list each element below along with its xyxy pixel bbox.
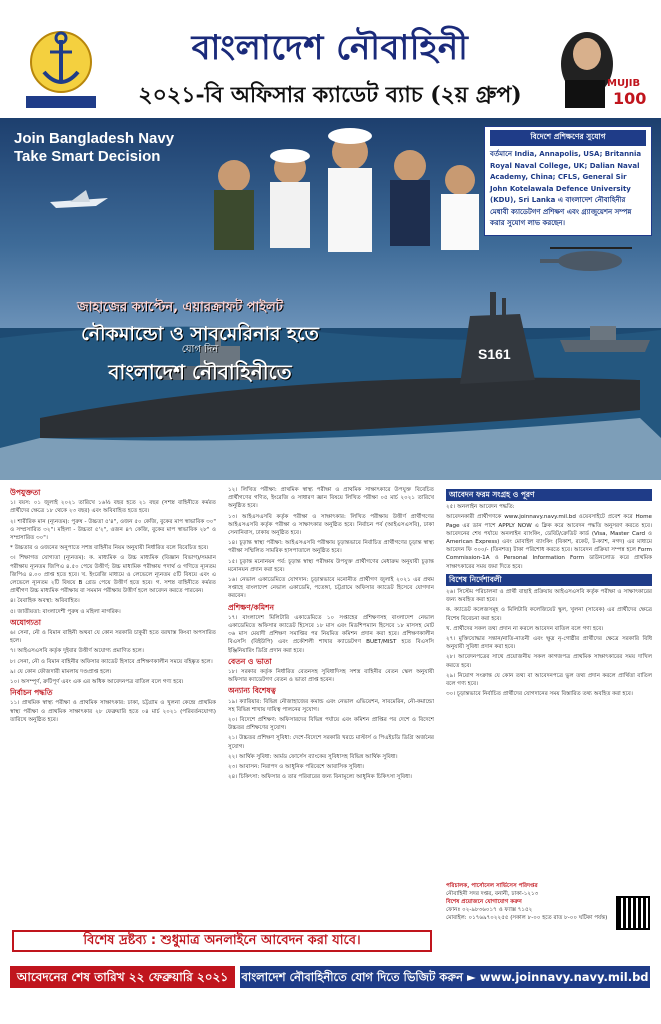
list-item: ৬। সেনা, নৌ ও বিমান বাহিনী অথবা যে কোন সরকারি চাকুরী হতে বরখাস্ত কিংবা অপসারিত হলে।: [10, 630, 216, 645]
contact-address: নৌবাহিনী সদর দপ্তর, বনানী, ঢাকা-১২১৩: [446, 891, 539, 897]
list-item: ১৬। নেভাল একাডেমিতে যোগদান: চূড়ান্তভাবে মনোনীত প্রার্থীগণ জুলাই ২০২১ এর প্রথম সপ্তাহে বাংলাদেশ নেভাল একাডেমি, পতেঙ্গা, চট্টগ্রামে অফিসার ক্যাডেট হিসেবে যোগদান করবেন।: [228, 577, 434, 600]
section-heading: আবেদন ফরম সংগ্রহ ও পূরণ: [446, 489, 652, 501]
tagline-mid: নৌকমান্ডো ও সাবমেরিনার হতে: [81, 323, 319, 345]
section-heading: উপযুক্ততা: [10, 488, 41, 497]
foreign-training-heading: বিদেশে প্রশিক্ষণের সুযোগ: [490, 130, 646, 146]
navy-emblem-icon: [22, 22, 100, 112]
list-item: ২৮। আবেদনপত্রের সাথে প্রয়োজনীয় সকল কাগজপত্র প্রাথমিক সাক্ষাৎকারের সময় দাখিল করতে হবে।: [446, 654, 652, 669]
section-heading: প্রশিক্ষণ/কমিশন: [228, 602, 275, 612]
contact-phone: ফোনঃ ০২-৯৮৩৬০১৭ ও ফ্যাক্স ৭১৫২: [446, 907, 533, 913]
foreign-training-box: [484, 126, 652, 236]
list-item: খ. প্রার্থীদের সকল তথ্য প্রদান না করলে আবেদন বাতিল বলে গণ্য হবে।: [446, 625, 604, 632]
column-left: [10, 486, 216, 936]
website-link[interactable]: বাংলাদেশ নৌবাহিনীতে যোগ দিতে ভিজিট করুন ► www.joinnavy.navy.mil.bd: [240, 966, 650, 988]
list-item: ২৫। অনলাইন আবেদন পদ্ধতি:: [446, 504, 515, 511]
list-item: ২৭। মুক্তিযোদ্ধার সন্তান/নাতি-নাতনী এবং ক্ষুদ্র নৃ-গোষ্ঠীর প্রার্থীদের ক্ষেত্রে সরকারি বিধি অনুযায়ী সুবিধা প্রদান করা হবে।: [446, 636, 652, 651]
list-item: * উচ্চতার ও ওজনের অনুপাতে সশস্ত্র বাহিনীর নিয়ম অনুযায়ী নির্ধারিত বলে বিবেচিত হবে।: [10, 545, 209, 552]
officers-group-icon: [214, 128, 479, 252]
details-section: [0, 480, 661, 942]
list-item: ৭। আইএসএসবি কর্তৃক দুইবার উত্তীর্ণ অযোগ্য প্রমাণিত হলে।: [10, 648, 144, 655]
list-item: ৪। বৈবাহিক অবস্থা: অবিবাহিত।: [10, 598, 80, 605]
section-heading: বেতন ও ভাতা: [228, 656, 272, 666]
list-item: ১৯। ক্যারিয়ার: বিভিন্ন নৌজাহাজের কমান্ড এবং নেভাল এভিয়েশন, সাবমেরিন, নৌ-কমান্ডো সহ বিভিন্ন শাখায় দায়িত্ব পালনের সুযোগ।: [228, 698, 434, 713]
page-subtitle: ২০২১-বি অফিসার ক্যাডেট ব্যাচ (২য় গ্রুপ): [138, 82, 522, 108]
helicopter-icon: [540, 248, 632, 271]
list-item: ২৪। চিকিৎসা: অফিসার ও তার পরিবারের জন্য বিনামূল্যে আধুনিক চিকিৎসা সুবিধা।: [228, 774, 412, 781]
contact-block: [446, 882, 611, 922]
list-item: ১০। অসম্পূর্ণ, ক্রটিপূর্ণ এবং এক এর অধিক আবেদনপত্র বাতিল বলে গণ্য হবে।: [10, 679, 184, 686]
submarine-number: S161: [478, 346, 511, 362]
section-heading: অন্যান্য বিশেষত্ব: [228, 686, 276, 696]
hero-banner: [0, 118, 661, 480]
list-item: ১। বয়স: ০১ জুলাই ২০২১ তারিখে ১৬½ বছর হতে ২১ বছর (সশস্ত্র বাহিনীতে কর্মরত প্রার্থীদের ক্ষেত্রে ১৮ থেকে ২৩ বছর) এবং অবিবাহিত হতে হবে।: [10, 500, 216, 515]
list-item: আবেদনকারী প্রার্থীগণকে www.joinnavy.navy.mil.bd ওয়েবসাইটে প্রবেশ করে Home Page এর ডান পাশে APPLY NOW এ ক্লিক করে আবেদন পদ্ধতি অনুসরণ করতে হবে। আবেদনের শেষ পর্যায়ে অনলাইন ব্যাংকিং, ডেবিট/ক্রেডিট কার্ড (Visa, Master Card ও American Express) এবং মোবাইল ব্যাংকিং (বিকাশ, রকেট, ট-ক্যাশ, নগদ) এর মাধ্যমে আবেদন ফি ৩০০/- (তিনশত) টাকা পরিশোধ করতে হবে। আবেদন প্রক্রিয়া সম্পন্ন হলে Form Commission-1A ও Personal Information Form ডাউনলোড করে প্রাথমিক সাক্ষাৎকারের সময় জমা দিতে হবে।: [446, 514, 652, 570]
slogan-line-1: Join Bangladesh Navy: [14, 130, 175, 147]
column-right: [446, 486, 652, 936]
list-item: ১৩। আইএসএসবি কর্তৃক পরীক্ষা ও সাক্ষাৎকার: লিখিত পরীক্ষায় উত্তীর্ণ প্রার্থীগণের আইএসএসবি কর্তৃক পরীক্ষা ও সাক্ষাৎকার অনুষ্ঠিত হবে। নির্বাচন পর্ব (আইএসএসবি), ঢাকা সেনানিবাস, ঢাকায় অনুষ্ঠিত হবে।: [228, 513, 434, 537]
list-item: ২০। বিদেশে প্রশিক্ষণ: অফিসারদের বিভিন্ন পর্যায়ে এবং কমিশন প্রাপ্তির পর দেশে ও বিদেশে উচ্চতর প্রশিক্ষণের সুযোগ।: [228, 717, 434, 732]
list-item: ১৫। চূড়ান্ত মনোনয়ন পর্ব: চূড়ান্ত স্বাস্থ্য পরীক্ষায় উপযুক্ত প্রার্থীগণের মেধাক্রম অনুযায়ী চূড়ান্ত মনোনয়ন প্রদান করা হবে।: [228, 558, 434, 573]
svg-text:100: 100: [613, 89, 647, 108]
tagline-big: বাংলাদেশ নৌবাহিনীতে: [108, 360, 292, 384]
list-item: ক. ক্যাডেট কলেজসমূহ ও মিলিটারি কলেজিয়েট স্কুল, খুলনা (সাবেক) এর প্রার্থীদের ক্ষেত্রে বিশেষ বিবেচনা করা হবে।: [446, 607, 652, 622]
list-item: ২১। উচ্চতর প্রশিক্ষণ সুবিধা: দেশে-বিদেশে সরকারি খরচে মাস্টার্স ও পিএইচডি ডিগ্রি অর্জনের সুযোগ।: [228, 735, 434, 750]
section-heading: অযোগ্যতা: [10, 617, 41, 627]
list-item: ১১। প্রাথমিক স্বাস্থ্য পরীক্ষা ও প্রাথমিক সাক্ষাৎকার: ঢাকা, চট্টগ্রাম ও খুলনা কেন্দ্রে প্রাথমিক স্বাস্থ্য পরীক্ষা ও প্রাথমিক সাক্ষাৎকার ২৮ ফেব্রুয়ারি হতে ০৪ মার্চ ২০২১ (পরিবর্তনযোগ্য) তারিখে অনুষ্ঠিত হবে।: [10, 700, 216, 723]
list-item: ১৮। সরকার কর্তৃক নির্ধারিত বেতনসহ সুবিধাদিসহ সশস্ত্র বাহিনীর বেতন স্কেল অনুযায়ী অফিসার ক্যাডেটগণ বেতন ও ভাতা প্রাপ্ত হবেন।: [228, 669, 434, 684]
list-item: ১২। লিখিত পরীক্ষা: প্রাথমিক স্বাস্থ্য পরীক্ষা ও প্রাথমিক সাক্ষাৎকারে উপযুক্ত বিবেচিত প্রার্থীগণের গণিত, ইংরেজি ও সাধারণ জ্ঞান বিষয়ে লিখিত পরীক্ষা ০৫ মার্চ ২০২১ তারিখে অনুষ্ঠিত হবে।: [228, 487, 434, 510]
list-item: ১৪। চূড়ান্ত স্বাস্থ্য পরীক্ষা: আইএসএসবি পরীক্ষায় চূড়ান্তভাবে নির্বাচিত প্রার্থীগণের চূড়ান্ত স্বাস্থ্য পরীক্ষা সম্মিলিত সামরিক হাসপাতালে অনুষ্ঠিত হবে।: [228, 540, 434, 555]
contact-note: বিশেষ প্রয়োজনে যোগাযোগ করুন: [446, 899, 522, 905]
foreign-training-text: বর্তমানে India, Annapolis, USA; Britannia Royal Naval College, UK; Dalian Naval Academy, China; CFLS, General Sir John Kotelawala Defence University (KDU), Sri Lanka এ বাংলাদেশ নৌবাহিনীর মেধাবী ক্যাডেটগণ প্রশিক্ষণ এবং গ্র্যাজুয়েশন সম্পন্ন করার সুযোগ লাভ করছেন।: [490, 150, 642, 227]
contact-mobile: মোবাইল: ০১৭৬৯৭০২২৫৫ (সকাল ৮-০০ হতে রাত ৮-০০ ঘটিকা পর্যন্ত): [446, 915, 608, 921]
deadline-banner: আবেদনের শেষ তারিখ ২২ ফেব্রুয়ারি ২০২১: [10, 966, 235, 988]
list-item: ৯। যে কোন ফৌজদারী মামলায় দণ্ডপ্রাপ্ত হলে।: [10, 668, 112, 675]
fighter-jet-icon: [50, 190, 108, 208]
section-heading: বিশেষ নির্দেশাবলী: [446, 574, 652, 586]
footer-spacer: [0, 994, 661, 1024]
list-item: ২৩। আবাসন: নিরাপদ ও আধুনিক পরিবেশে আবাসিক সুবিধা।: [228, 764, 364, 771]
qr-code-icon[interactable]: [616, 896, 650, 930]
mujib-100-logo-icon: [545, 24, 650, 110]
list-item: ৩। শিক্ষাগত যোগ্যতা (ন্যূনতম): ক. মাধ্যমিক ও উচ্চ মাধ্যমিক (বিজ্ঞান বিভাগ)/সমমান পরীক্ষায় ন্যূনতম জিপিএ ৪.৫০ পেয়ে উত্তীর্ণ; উচ্চ মাধ্যমিক পরীক্ষায় পদার্থ ও গণিতে ন্যূনতম জিপিএ ৪.০০ প্রাপ্ত হতে হবে। খ. ইংরেজি মাধ্যমে ও লেভেলে ন্যূনতম ৫টি বিষয়ে এবং এ লেভেলে ন্যূনতম ২টি বিষয়ে B গ্রেড পেয়ে উত্তীর্ণ হতে হবে। গ. সশস্ত্র বাহিনীতে কর্মরত প্রার্থীগণ উচ্চ মাধ্যমিক পরীক্ষায় বা সমমান পরীক্ষায় উত্তীর্ণ হলে আবেদন করতে পারবেন।: [10, 555, 216, 595]
footer: [0, 960, 661, 1024]
list-item: ৫। জাতীয়তা: বাংলাদেশী পুরুষ ও মহিলা নাগরিক।: [10, 608, 121, 615]
tagline-join: যোগ দিন: [181, 344, 219, 355]
svg-text:MUJIB: MUJIB: [607, 78, 641, 89]
header: [0, 0, 661, 118]
page-title: বাংলাদেশ নৌবাহিনী: [191, 28, 469, 68]
column-middle: [228, 486, 434, 936]
list-item: ২৬। সিস্টেম পরিচালনা ও প্রার্থী বাছাই প্রক্রিয়ায় আইএসএসবি কর্তৃক পরীক্ষা ও সাক্ষাৎকারের জন্য অবহিত করা হবে।: [446, 589, 652, 604]
list-item: ৮। সেনা, নৌ ও বিমান বাহিনীর অফিসার ক্যাডেট হিসাবে প্রশিক্ষণকালীন সময়ে বহিষ্কৃত হলে।: [10, 658, 213, 665]
section-heading: নির্বাচন পদ্ধতি: [10, 688, 53, 698]
special-notice: বিশেষ দ্রষ্টব্য : শুধুমাত্র অনলাইনে আবেদন করা যাবে।: [12, 930, 432, 952]
slogan-line-2: Take Smart Decision: [14, 148, 161, 165]
list-item: ২৯। নিয়োগ সংক্রান্ত যে কোন তথ্য বা আবেদনপত্রে ভুল তথ্য প্রদান করলে প্রার্থিতা বাতিল বলে গণ্য হবে।: [446, 672, 652, 688]
list-item: ২২। আর্থিক সুবিধা: আর্মড ফোর্সেস ব্যাংকের সুবিধাসহ বিভিন্ন আর্থিক সুবিধা।: [228, 753, 398, 760]
list-item: ৩০। চূড়ান্তভাবে নির্বাচিত প্রার্থীদের যোগদানের সময় বিস্তারিত তথ্য অবহিত করা হবে।: [446, 691, 633, 698]
list-item: ২। শারীরিক মান (ন্যূনতম): পুরুষ - উচ্চতা ৫'৪", ওজন ৫০ কেজি, বুকের মাপ স্বাভাবিক ৩০" ও সম্প্রসারিত ৩২"। মহিলা - উচ্চতা ৫'২", ওজন ৪৭ কেজি, বুকের মাপ স্বাভাবিক ২৮" ও সম্প্রসারিত ৩০"।: [10, 518, 216, 542]
tagline-small: জাহাজের ক্যাপ্টেন, এয়ারক্রাফট পাইলট: [77, 300, 283, 315]
list-item: ১৭। বাংলাদেশ মিলিটারি একাডেমিতে ১০ সপ্তাহের প্রশিক্ষণসহ বাংলাদেশ নেভাল একাডেমিতে অফিসার ক্যাডেট হিসেবে ১৮ মাস এবং মিডশিপম্যান হিসেবে ১৮ মাসসহ মোট ৩৬ মাস মেয়াদী প্রশিক্ষণ সমাপ্তির পর নিয়মিত কমিশন প্রদান করা হবে। প্রশিক্ষণকালীন বিএসসি (বিইউপি) এবং প্রকৌশলী শাখার ক্যাডেটগণ BUET/MIST হতে বিএসসি ইঞ্জিনিয়ারিং ডিগ্রি প্রদান করা হবে।: [228, 614, 434, 654]
contact-heading: পরিচালক, পার্সোনেল সার্ভিসেস পরিদপ্তর: [446, 883, 538, 889]
